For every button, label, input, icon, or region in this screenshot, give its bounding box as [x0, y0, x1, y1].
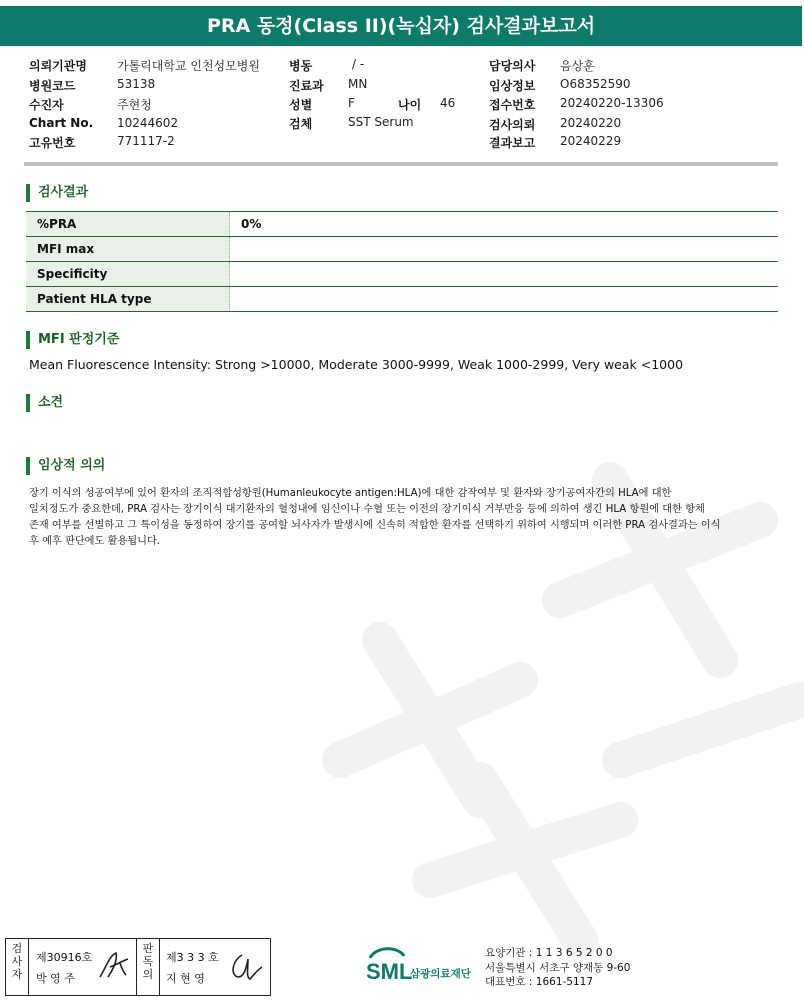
significance-text: [29, 486, 781, 550]
examiner-name: 박 영 주: [36, 972, 75, 985]
section-significance-title: 임상적 의의: [26, 457, 105, 475]
confirmer-label: 판 독 의: [142, 942, 154, 981]
result-value: [230, 237, 779, 262]
examiner-label-cell: [6, 939, 29, 995]
table-row: [26, 212, 778, 237]
mfi-criteria: Mean Fluorescence Intensity: Strong >10000, Moderate 3000-9999, Weak 1000-2999, Very weak <1000: [29, 357, 684, 372]
footer: [0, 934, 804, 1002]
confirmer-signature: [226, 949, 266, 985]
sml-logo-mark: [366, 944, 486, 988]
sml-logo: [366, 944, 486, 992]
address-line: 서울특별시 서초구 양재동 9-60: [485, 961, 631, 974]
significance-line: 일치정도가 중요한데, PRA 검사는 장기이식 대기환자의 혈청내에 임신이나 수혈 또는 이전의 장기이식 거부반응 등에 의하여 생긴 HLA 항원에 대한 항체: [29, 504, 705, 515]
result-key: Specificity: [26, 262, 230, 287]
section-opinion-title: 소견: [26, 394, 63, 412]
result-key: Patient HLA type: [26, 287, 230, 312]
confirmer-label-cell: [136, 939, 160, 995]
info-divider: [24, 162, 778, 166]
section-mfi-title: MFI 판정기준: [26, 331, 119, 349]
significance-line: 존재 여부를 선별하고 그 특이성을 동정하여 장기를 공여할 뇌사자가 발생시에 신속히 적합한 환자를 선택하기 위하여 시행되며 이러한 PRA 검사결과는 이식: [29, 520, 721, 531]
results-table: [26, 211, 778, 312]
signature-box: [5, 938, 271, 996]
section-results-title: 검사결과: [26, 184, 88, 202]
address-line: 요양기관 : 1 1 3 6 5 2 0 0: [485, 947, 613, 959]
table-row: [26, 237, 778, 262]
logo-text: SML: [366, 959, 413, 984]
result-value: [230, 262, 779, 287]
result-value: 0%: [230, 212, 779, 237]
address-line: 대표번호 : 1661-5117: [485, 976, 594, 988]
significance-line: 후 예후 판단에도 활용됩니다.: [29, 536, 161, 547]
result-key: %PRA: [26, 212, 230, 237]
confirmer-name: 지 현 영: [166, 972, 205, 985]
significance-line: 장기 이식의 성공여부에 있어 환자의 조직적합성항원(Humanleukocyte antigen:HLA)에 대한 감작여부 및 환자와 장기공여자간의 HLA에 대한: [29, 488, 672, 499]
report-title: PRA 동정(Class II)(녹십자) 검사결과보고서: [0, 6, 802, 46]
examiner-license: 제30916호: [36, 951, 93, 964]
result-key: MFI max: [26, 237, 230, 262]
foundation-name: 삼광의료재단: [410, 968, 471, 980]
confirmer-license: 제3 3 3 호: [166, 951, 219, 964]
examiner-label: 검 사 자: [11, 942, 23, 981]
table-row: [26, 262, 778, 287]
examiner-signature: [96, 947, 132, 985]
table-row: [26, 287, 778, 312]
result-value: [230, 287, 779, 312]
address-block: [485, 946, 630, 990]
